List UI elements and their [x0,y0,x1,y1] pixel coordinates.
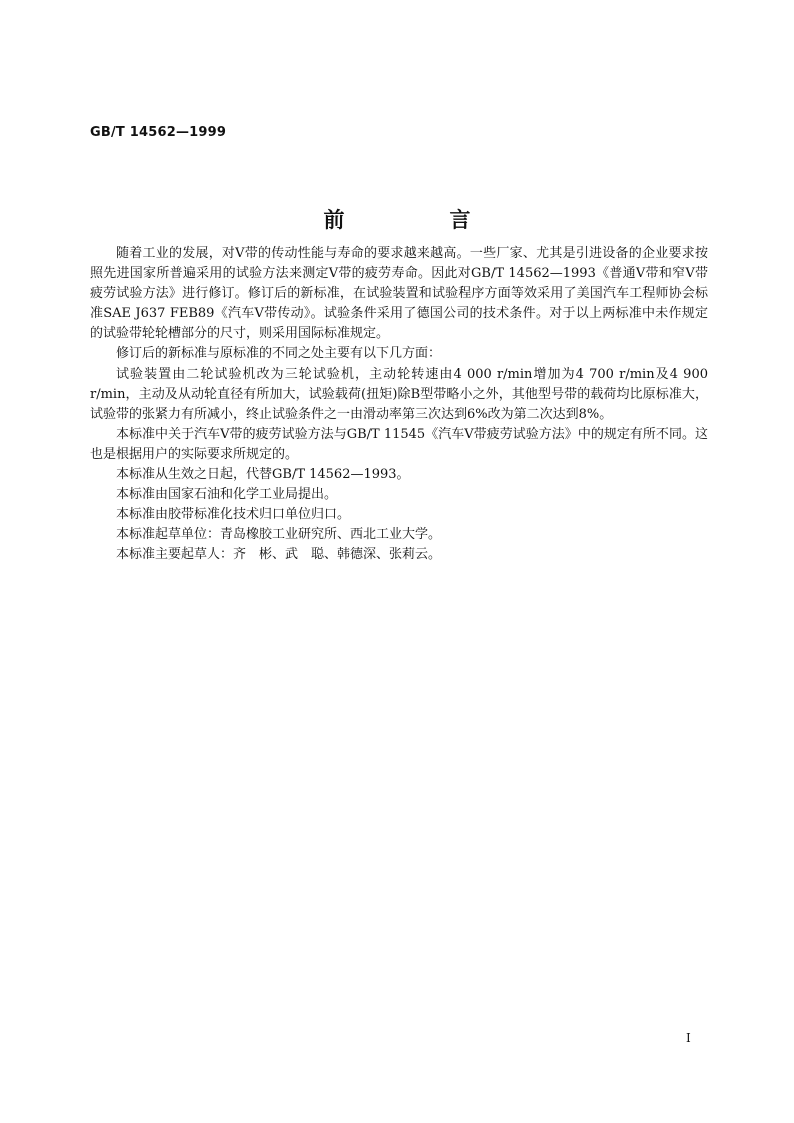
standard-code: GB/T 14562—1999 [90,125,227,140]
paragraph-supersedes: 本标准从生效之日起，代替GB/T 14562—1993。 [116,467,410,483]
paragraph-drafters: 本标准主要起草人：齐 彬、武 聪、韩德深、张莉云。 [116,547,442,563]
paragraph-differences-intro: 修订后的新标准与原标准的不同之处主要有以下几方面： [116,346,442,362]
paragraph-proposed-by: 本标准由国家石油和化学工业局提出。 [116,487,338,503]
paragraph-background: 随着工业的发展，对V带的传动性能与寿命的要求越来越高。一些厂家、尤其是引进设备的企业要求按照先进国家所普遍采用的试验方法来测定V带的疲劳寿命。因此对GB/T 14562—1993《普通V带和窄V带疲劳试验方法》进行修订。修订后的新标准，在试验装置和试验程序方面等效采用了美国汽车工程师协会标准SAE J637 FEB89《汽车V带传动》。试验条件采用了德国公司的技术条件。对于以上两标准中未作规定的试验带轮轮槽部分的尺寸，则采用国际标准规定。 [90,246,708,342]
paragraph-centralized-by: 本标准由胶带标准化技术归口单位归口。 [116,507,351,523]
paragraph-drafting-units: 本标准起草单位：青岛橡胶工业研究所、西北工业大学。 [116,527,442,543]
page-number: I [686,1031,691,1045]
page-title: 前 言 [323,208,513,232]
paragraph-test-apparatus: 试验装置由二轮试验机改为三轮试验机，主动轮转速由4 000 r/min增加为4 700 r/min及4 900 r/min，主动及从动轮直径有所加大，试验载荷(扭矩)除B型带略小之外，其他型号带的载荷均比原标准大，试验带的张紧力有所减小，终止试验条件之一由滑动率第三次达到6%改为第二次达到8%。 [90,366,708,422]
foreword-body [90,244,708,566]
paragraph-automotive-belt: 本标准中关于汽车V带的疲劳试验方法与GB/T 11545《汽车V带疲劳试验方法》中的规定有所不同。这也是根据用户的实际要求所规定的。 [90,426,708,462]
